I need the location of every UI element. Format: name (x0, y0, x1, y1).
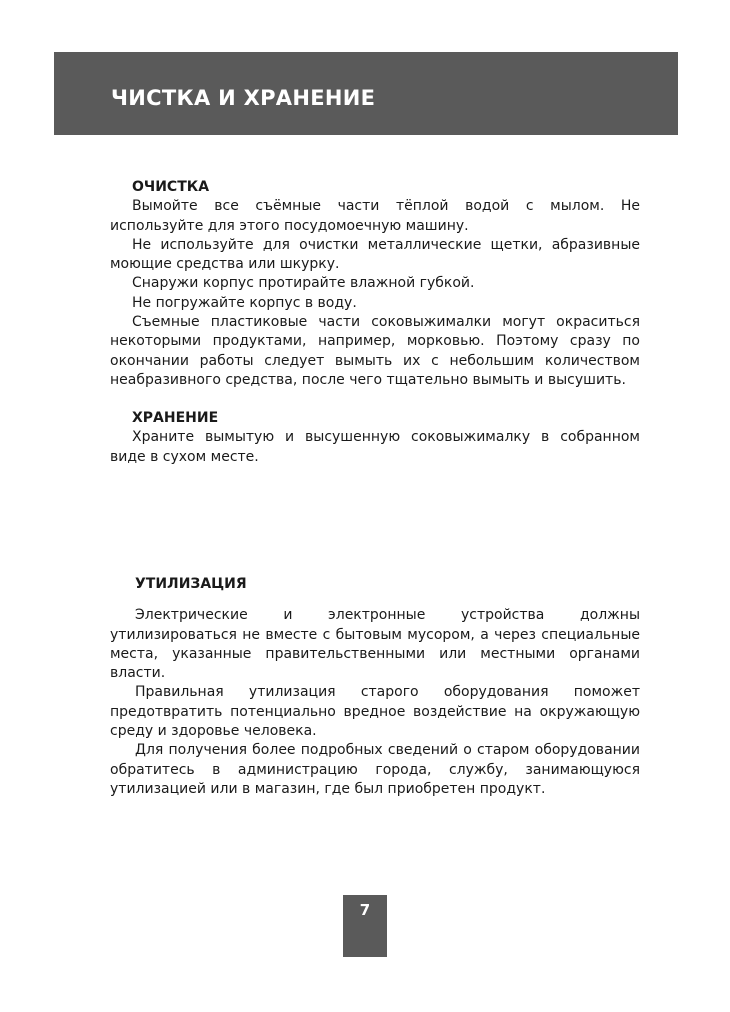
disposal-section (110, 575, 640, 799)
cleaning-paragraph: Вымойте все съёмные части тёплой водой с мылом. Не используйте для этого посудомоечную машину. (110, 198, 640, 234)
cleaning-paragraph: Снаружи корпус протирайте влажной губкой. (132, 275, 475, 292)
header-band (54, 52, 678, 135)
cleaning-heading: ОЧИСТКА (132, 179, 210, 195)
disposal-paragraph: Электрические и электронные устройства должны утилизироваться не вместе с бытовым мусором, а через специальные места, указанные правительственными или местными органами власти. (110, 607, 640, 682)
storage-heading: ХРАНЕНИЕ (132, 410, 219, 426)
cleaning-section (110, 178, 640, 390)
disposal-heading: УТИЛИЗАЦИЯ (135, 576, 247, 592)
page-number: 7 (359, 901, 371, 919)
cleaning-paragraph: Не используйте для очистки металлические щетки, абразивные моющие средства или шкурку. (110, 236, 640, 273)
page-number-box (343, 895, 387, 957)
storage-paragraph: Храните вымытую и высушенную соковыжималку в собранном виде в сухом месте. (110, 429, 640, 465)
storage-section (110, 409, 640, 467)
cleaning-paragraph: Съемные пластиковые части соковыжималки могут окраситься некоторыми продуктами, например, морковью. Поэтому сразу по окончании работы следует вымыть их с небольшим количеством неабразивного средства, после чего тщательно вымыть и высушить. (110, 314, 640, 388)
disposal-paragraph: Правильная утилизация старого оборудования поможет предотвратить потенциально вредное воздействие на окружающую среду и здоровье человека. (110, 684, 640, 740)
cleaning-paragraph: Не погружайте корпус в воду. (132, 294, 357, 311)
page-title: ЧИСТКА И ХРАНЕНИЕ (111, 86, 376, 110)
disposal-paragraph: Для получения более подробных сведений о старом оборудовании обратитесь в администрацию города, службу, занимающуюся утилизацией или в магазин, где был приобретен продукт. (110, 742, 640, 797)
